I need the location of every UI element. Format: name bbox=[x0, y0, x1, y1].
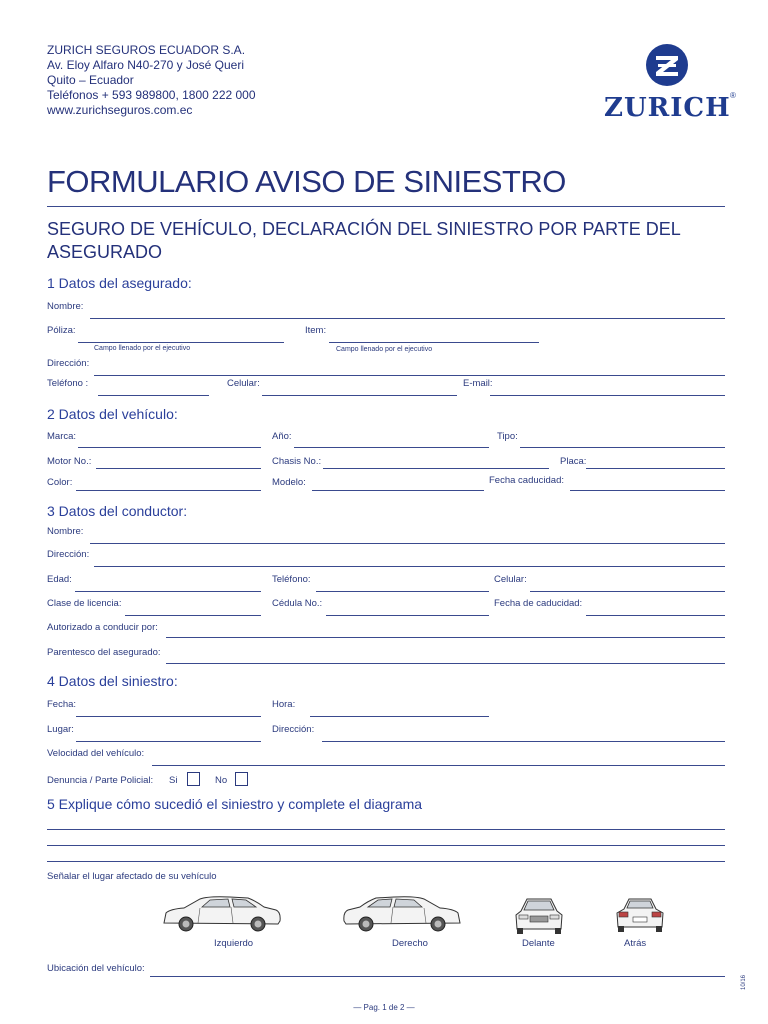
denuncia-si-checkbox[interactable] bbox=[187, 772, 200, 786]
siniestro-hora-field[interactable] bbox=[310, 716, 489, 717]
denuncia-si-label: Si bbox=[169, 775, 178, 786]
anio-label: Año: bbox=[272, 431, 292, 442]
company-phones: Teléfonos + 593 989800, 1800 222 000 bbox=[47, 88, 256, 102]
conductor-telefono-label: Teléfono: bbox=[272, 574, 311, 585]
conductor-nombre-label: Nombre: bbox=[47, 526, 84, 537]
company-name: ZURICH SEGUROS ECUADOR S.A. bbox=[47, 43, 246, 57]
color-field[interactable] bbox=[76, 490, 261, 491]
autorizado-field[interactable] bbox=[166, 637, 725, 638]
view-left-label: Izquierdo bbox=[214, 938, 254, 949]
section-1-heading: 1 Datos del asegurado: bbox=[47, 275, 192, 291]
item-note: Campo llenado por el ejecutivo bbox=[336, 346, 433, 353]
car-front-icon[interactable] bbox=[513, 895, 565, 935]
page-title: FORMULARIO AVISO DE SINIESTRO bbox=[47, 164, 566, 199]
denuncia-label: Denuncia / Parte Policial: bbox=[47, 775, 154, 786]
edad-field[interactable] bbox=[75, 591, 261, 592]
section-4-heading: 4 Datos del siniestro: bbox=[47, 673, 178, 689]
modelo-label: Modelo: bbox=[272, 477, 306, 488]
licencia-caducidad-label: Fecha de caducidad: bbox=[494, 598, 583, 609]
denuncia-no-checkbox[interactable] bbox=[235, 772, 248, 786]
siniestro-lugar-label: Lugar: bbox=[47, 724, 74, 735]
color-label: Color: bbox=[47, 477, 73, 488]
asegurado-email-field[interactable] bbox=[490, 395, 725, 396]
asegurado-nombre-field[interactable] bbox=[90, 318, 725, 319]
modelo-field[interactable] bbox=[312, 490, 484, 491]
explicacion-line-1[interactable] bbox=[47, 829, 725, 830]
siniestro-direccion-label: Dirección: bbox=[272, 724, 315, 735]
page-subtitle: SEGURO DE VEHÍCULO, DECLARACIÓN DEL SINIESTRO POR PARTE DEL ASEGURADO bbox=[47, 219, 681, 262]
chasis-field[interactable] bbox=[323, 468, 549, 469]
poliza-field[interactable] bbox=[78, 342, 284, 343]
parentesco-label: Parentesco del asegurado: bbox=[47, 647, 161, 658]
fecha-caducidad-field[interactable] bbox=[570, 490, 725, 491]
item-label: Item: bbox=[305, 325, 327, 336]
company-website: www.zurichseguros.com.ec bbox=[47, 103, 193, 117]
car-right-side-icon[interactable] bbox=[340, 893, 464, 935]
conductor-celular-field[interactable] bbox=[530, 591, 725, 592]
view-right-label: Derecho bbox=[392, 938, 428, 949]
company-city: Quito – Ecuador bbox=[47, 73, 134, 87]
asegurado-celular-field[interactable] bbox=[262, 395, 457, 396]
anio-field[interactable] bbox=[294, 447, 489, 448]
marca-field[interactable] bbox=[78, 447, 261, 448]
clase-licencia-field[interactable] bbox=[125, 615, 261, 616]
senalar-label: Señalar el lugar afectado de su vehículo bbox=[47, 871, 217, 882]
siniestro-hora-label: Hora: bbox=[272, 699, 296, 710]
conductor-telefono-field[interactable] bbox=[316, 591, 489, 592]
view-rear-label: Atrás bbox=[624, 938, 647, 949]
asegurado-telefono-label: Teléfono : bbox=[47, 378, 89, 389]
conductor-nombre-field[interactable] bbox=[90, 543, 725, 544]
edad-label: Edad: bbox=[47, 574, 72, 585]
clase-licencia-label: Clase de licencia: bbox=[47, 598, 122, 609]
denuncia-no-label: No bbox=[215, 775, 228, 786]
motor-field[interactable] bbox=[96, 468, 261, 469]
page-number: — Pag. 1 de 2 — bbox=[353, 1003, 415, 1012]
velocidad-label: Velocidad del vehículo: bbox=[47, 748, 145, 759]
chasis-label: Chasis No.: bbox=[272, 456, 322, 467]
asegurado-direccion-label: Dirección: bbox=[47, 358, 90, 369]
siniestro-lugar-field[interactable] bbox=[76, 741, 261, 742]
logo-wordmark: ZURICH bbox=[604, 93, 731, 123]
conductor-direccion-field[interactable] bbox=[94, 566, 725, 567]
explicacion-line-3[interactable] bbox=[47, 861, 725, 862]
company-address-block bbox=[47, 43, 256, 118]
tipo-label: Tipo: bbox=[497, 431, 518, 442]
conductor-celular-label: Celular: bbox=[494, 574, 527, 585]
title-divider bbox=[47, 206, 725, 207]
asegurado-celular-label: Celular: bbox=[227, 378, 260, 389]
form-code: 10/16 bbox=[741, 974, 747, 990]
poliza-label: Póliza: bbox=[47, 325, 76, 336]
ubicacion-field[interactable] bbox=[150, 976, 725, 977]
asegurado-email-label: E-mail: bbox=[463, 378, 493, 389]
placa-label: Placa: bbox=[560, 456, 587, 467]
conductor-direccion-label: Dirección: bbox=[47, 549, 90, 560]
velocidad-field[interactable] bbox=[152, 765, 725, 766]
cedula-label: Cédula No.: bbox=[272, 598, 323, 609]
ubicacion-label: Ubicación del vehículo: bbox=[47, 963, 145, 974]
placa-field[interactable] bbox=[586, 468, 725, 469]
section-3-heading: 3 Datos del conductor: bbox=[47, 503, 188, 519]
zurich-z-icon bbox=[645, 43, 689, 87]
tipo-field[interactable] bbox=[520, 447, 725, 448]
company-address: Av. Eloy Alfaro N40-270 y José Queri bbox=[47, 58, 244, 72]
asegurado-nombre-label: Nombre: bbox=[47, 301, 84, 312]
car-rear-icon[interactable] bbox=[614, 895, 666, 935]
section-5-heading: 5 Explique cómo sucedió el siniestro y complete el diagrama bbox=[47, 796, 423, 812]
marca-label: Marca: bbox=[47, 431, 77, 442]
zurich-logo bbox=[604, 43, 740, 123]
asegurado-telefono-field[interactable] bbox=[98, 395, 209, 396]
poliza-note: Campo llenado por el ejecutivo bbox=[94, 345, 191, 352]
registered-mark: ® bbox=[730, 91, 736, 100]
siniestro-direccion-field[interactable] bbox=[322, 741, 725, 742]
siniestro-fecha-field[interactable] bbox=[76, 716, 261, 717]
item-field[interactable] bbox=[329, 342, 539, 343]
fecha-caducidad-label: Fecha caducidad: bbox=[489, 475, 564, 486]
cedula-field[interactable] bbox=[326, 615, 489, 616]
autorizado-label: Autorizado a conducir por: bbox=[47, 622, 158, 633]
explicacion-line-2[interactable] bbox=[47, 845, 725, 846]
asegurado-direccion-field[interactable] bbox=[94, 375, 725, 376]
motor-label: Motor No.: bbox=[47, 456, 92, 467]
siniestro-fecha-label: Fecha: bbox=[47, 699, 77, 710]
view-front-label: Delante bbox=[522, 938, 555, 949]
parentesco-field[interactable] bbox=[166, 663, 725, 664]
licencia-caducidad-field[interactable] bbox=[586, 615, 725, 616]
section-2-heading: 2 Datos del vehículo: bbox=[47, 406, 178, 422]
car-left-side-icon[interactable] bbox=[160, 893, 284, 935]
